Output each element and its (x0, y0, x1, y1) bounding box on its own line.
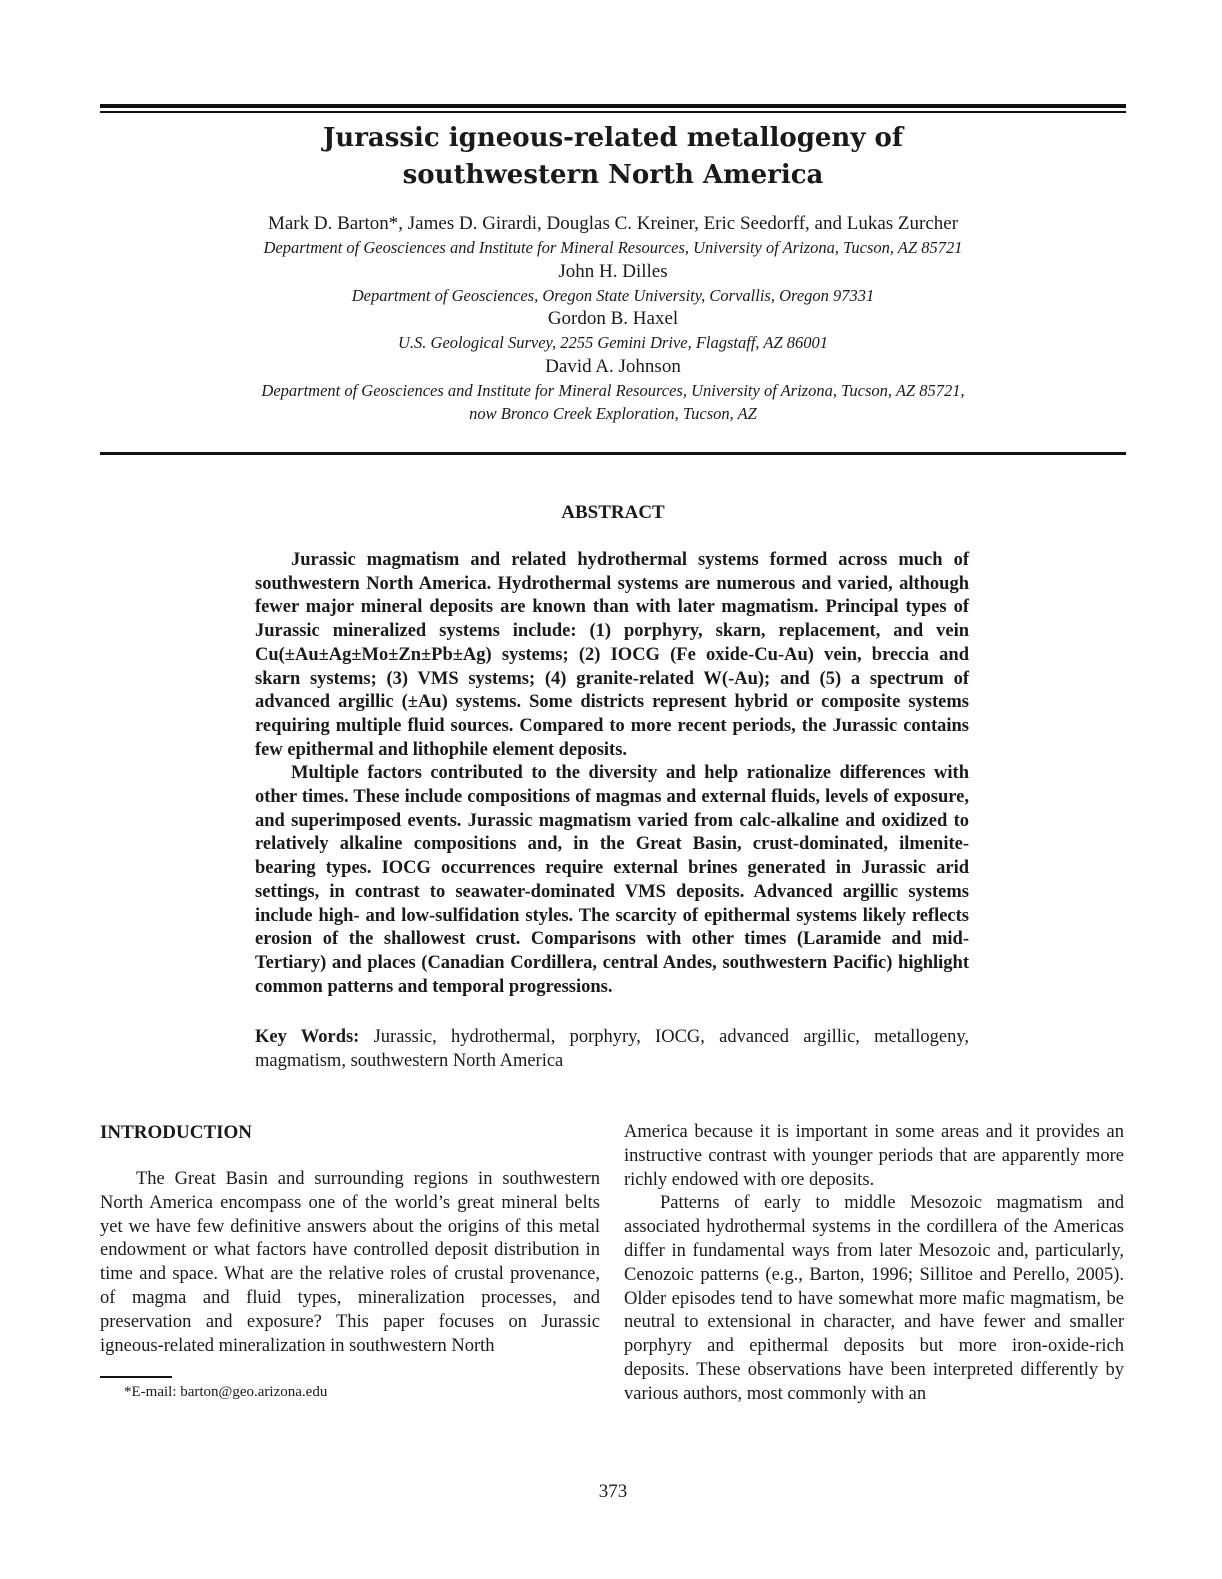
header-double-rule (100, 104, 1126, 113)
footnote-rule (100, 1376, 172, 1378)
abstract-paragraph: Multiple factors contributed to the diversity and help rationalize differences with other times. These include compositions of magmas and external fluids, levels of exposure, and superimposed events. Jurassic magmatism varied from calc-alkaline and oxidized to relatively alkaline compositions and, in the Great Basin, crust-dominated, ilmenite-bearing types. IOCG occurrences require external brines generated in Jurassic arid settings, in contrast to seawater-dominated VMS deposits. Advanced argillic systems include high- and low-sulfidation styles. The scarcity of epithermal systems likely reflects erosion of the shallowest crust. Comparisons with other times (Laramide and mid-Tertiary) and places (Canadian Cordillera, central Andes, southwestern Pacific) highlight common patterns and temporal progressions. (255, 763, 969, 997)
left-column (100, 1121, 600, 1358)
author-names: John H. Dilles (558, 260, 668, 282)
introduction-heading: INTRODUCTION (100, 1122, 253, 1143)
author-affiliation: U.S. Geological Survey, 2255 Gemini Drive, Flagstaff, AZ 86001 (397, 333, 829, 352)
body-paragraph: Patterns of early to middle Mesozoic magmatism and associated hydrothermal systems in the cordillera of the Americas differ in fundamental ways from later Mesozoic and, particularly, Cenozoic patterns (e.g., Barton, 1996; Sillitoe and Perello, 2005). Older episodes tend to have somewhat more mafic magmatism, be neutral to extensional in character, and have fewer and smaller porphyry and epithermal deposits but more iron-oxide-rich deposits. These observations have been interpreted differently by various authors, most commonly with an (624, 1193, 1124, 1404)
paper-title (100, 120, 1126, 194)
author-names: David A. Johnson (545, 355, 681, 377)
author-names: Mark D. Barton*, James D. Girardi, Douglas C. Kreiner, Eric Seedorff, and Lukas Zurcher (267, 213, 959, 234)
keywords (255, 1026, 969, 1073)
keywords-label: Key Words: (255, 1027, 360, 1047)
author-affiliation: Department of Geosciences, Oregon State University, Corvallis, Oregon 97331 (351, 285, 875, 305)
abstract-body (255, 549, 969, 999)
author-names: Gordon B. Haxel (547, 308, 679, 329)
author-affiliation: now Bronco Creek Exploration, Tucson, AZ (469, 404, 757, 423)
abstract-paragraph: Jurassic magmatism and related hydrothermal systems formed across much of southwestern North America. Hydrothermal systems are numerous and varied, although fewer major mineral deposits are known than with later magmatism. Principal types of Jurassic mineralized systems include: (1) porphyry, skarn, replacement, and vein Cu(±Au±Ag±Mo±Zn±Pb±Ag) systems; (2) IOCG (Fe oxide-Cu-Au) vein, breccia and skarn systems; (3) VMS systems; (4) granite-related W(-Au); and (5) a spectrum of advanced argillic (±Au) systems. Some districts represent hybrid or composite systems requiring multiple fluid sources. Compared to more recent periods, the Jurassic contains few epithermal and lithophile element deposits. (255, 550, 969, 760)
title-line-2: southwestern North America (402, 160, 824, 190)
keywords-text: Jurassic, hydrothermal, porphyry, IOCG, advanced argillic, metallogeny, magmatism, southwestern North America (255, 1027, 970, 1071)
title-line-1: Jurassic igneous-related metallogeny of (322, 123, 904, 153)
author-block (100, 212, 1126, 426)
right-column (624, 1121, 1124, 1407)
section-divider (100, 452, 1126, 455)
author-affiliation: Department of Geosciences and Institute for Mineral Resources, University of Arizona, Tucson, AZ 85721 (263, 238, 963, 257)
page-number: 373 (598, 1481, 628, 1502)
author-affiliation: Department of Geosciences and Institute for Mineral Resources, University of Arizona, Tucson, AZ 85721, (261, 380, 965, 400)
body-paragraph: The Great Basin and surrounding regions in southwestern North America encompass one of the world’s great mineral belts yet we have few definitive answers about the origins of this metal endowment or what factors have controlled deposit distribution in time and space. What are the relative roles of crustal provenance, of magma and fluid types, mineralization processes, and preservation and exposure? This paper focuses on Jurassic igneous-related mineralization in southwestern North (100, 1169, 600, 1356)
footnote-email: *E-mail: barton@geo.arizona.edu (124, 1384, 328, 1400)
body-paragraph: America because it is important in some areas and it provides an instructive contrast with younger periods that are apparently more richly endowed with ore deposits. (624, 1122, 1124, 1190)
abstract-heading: ABSTRACT (561, 502, 665, 523)
